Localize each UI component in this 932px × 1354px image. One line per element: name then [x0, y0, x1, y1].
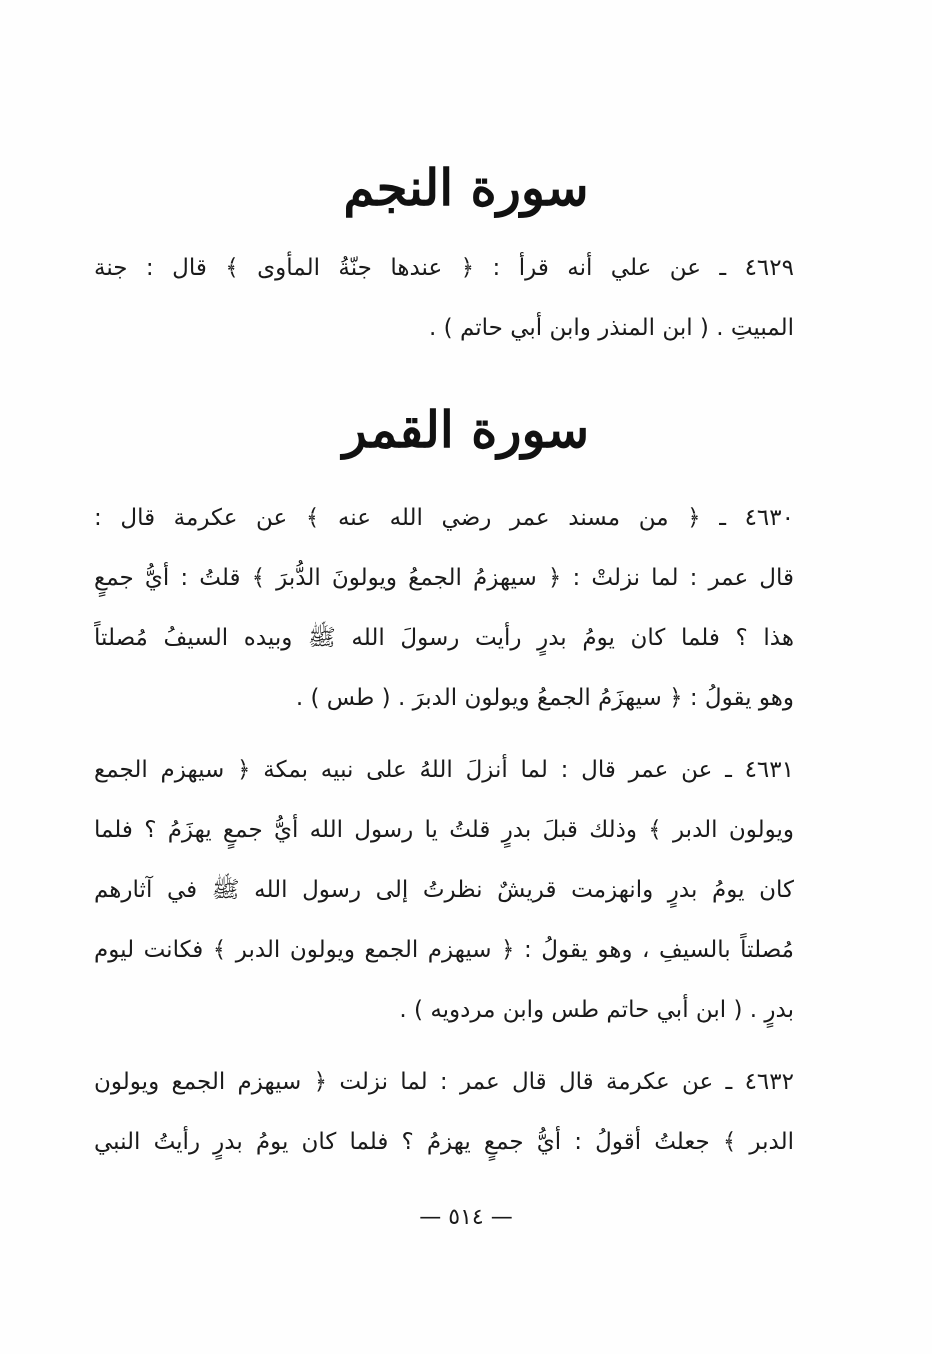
surah-heading-najm: سورة النجم [343, 158, 589, 217]
hadith-line: هذا ؟ فلما كان يومُ بدرٍ رأيت رسولَ الله ﷺ وبيده السيفُ مُصلتاً [94, 625, 794, 651]
hadith-line: كان يومُ بدرٍ وانهزمت قريشٌ نظرتُ إلى رسول الله ﷺ في آثارهم [94, 877, 794, 903]
hadith-line: بدرٍ . ( ابن أبي حاتم طس وابن مردويه ) . [399, 997, 794, 1023]
hadith-line: ويولون الدبر ﴾ وذلك قبلَ بدرٍ قلتُ يا رسول الله أيُّ جمعٍ يهزَمُ ؟ فلما [94, 817, 794, 843]
hadith-line: ٤٦٣٢ ـ عن عكرمة قال قال عمر : لما نزلت ﴿ سيهزم الجمع ويولون [94, 1069, 794, 1095]
hadith-line: ٤٦٣٠ ـ ﴿ من مسند عمر رضي الله عنه ﴾ عن عكرمة قال : [94, 505, 794, 531]
hadith-line: المبيتِ . ( ابن المنذر وابن أبي حاتم ) . [429, 315, 794, 341]
hadith-line: الدبر ﴾ جعلتُ أقولُ : أيُّ جمعٍ يهزمُ ؟ فلما كان يومُ بدرٍ رأيتُ النبي [94, 1129, 794, 1155]
hadith-line: قال عمر : لما نزلتْ : ﴿ سيهزمُ الجمعُ ويولونَ الدُّبرَ ﴾ قلتُ : أيُّ جمعٍ [94, 565, 794, 591]
page-number: — ٥١٤ — [419, 1205, 513, 1230]
hadith-4629 [94, 238, 794, 358]
surah-heading-qamar: سورة القمر [342, 400, 590, 459]
hadith-line: ٤٦٣١ ـ عن عمر قال : لما أنزلَ اللهُ على نبيه بمكة ﴿ سيهزم الجمع [94, 757, 794, 783]
hadith-4631 [94, 740, 794, 1040]
hadith-line: مُصلتاً بالسيفِ ، وهو يقولُ : ﴿ سيهزم الجمع ويولون الدبر ﴾ فكانت ليوم [94, 937, 794, 963]
hadith-line: وهو يقولُ : ﴿ سيهزَمُ الجمعُ ويولون الدبرَ . ( طس ) . [295, 685, 794, 711]
hadith-line: ٤٦٢٩ ـ عن علي أنه قرأ : ﴿ عندها جنّةُ المأوى ﴾ قال : جنة [94, 255, 794, 281]
hadith-4632 [94, 1052, 794, 1172]
hadith-4630 [94, 488, 794, 728]
